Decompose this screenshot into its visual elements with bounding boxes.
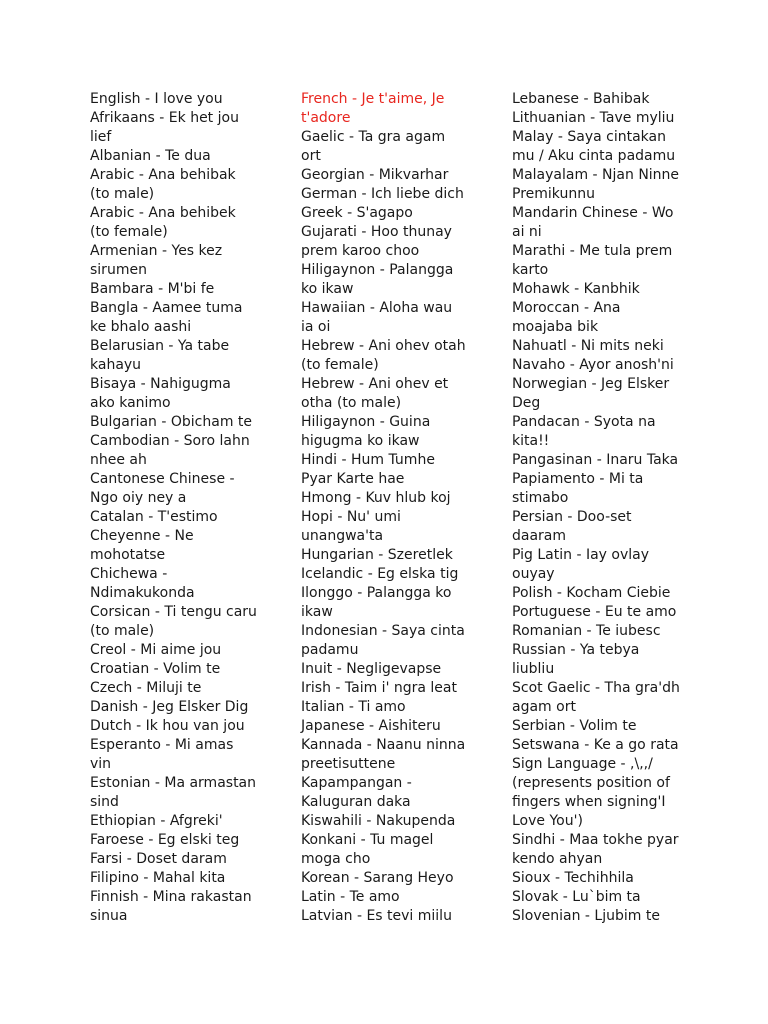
- text-line: kahayu: [90, 357, 142, 373]
- text-line: otha (to male): [301, 395, 402, 411]
- text-line: Russian - Ya tebya: [512, 642, 640, 658]
- column-1: [90, 90, 270, 926]
- text-line: Ilonggo - Palangga ko: [301, 585, 452, 601]
- text-line: Mohawk - Kanbhik: [512, 281, 640, 297]
- text-line: Arabic - Ana behibak: [90, 167, 236, 183]
- text-line: kendo ahyan: [512, 851, 603, 867]
- text-line: Chichewa -: [90, 566, 168, 582]
- text-line: Serbian - Volim te: [512, 718, 637, 734]
- text-line: Slovak - Lu`bim ta: [512, 889, 641, 905]
- text-line: Kiswahili - Nakupenda: [301, 813, 456, 829]
- text-line: Esperanto - Mi amas: [90, 737, 234, 753]
- text-line: Ethiopian - Afgreki': [90, 813, 223, 829]
- text-line: nhee ah: [90, 452, 147, 468]
- text-line: sinua: [90, 908, 128, 924]
- text-line: French - Je t'aime, Je: [301, 91, 445, 107]
- text-line: mu / Aku cinta padamu: [512, 148, 676, 164]
- text-line: Hiligaynon - Guina: [301, 414, 431, 430]
- text-line: Japanese - Aishiteru: [301, 718, 441, 734]
- text-line: Afrikaans - Ek het jou: [90, 110, 239, 126]
- text-line: Lithuanian - Tave myliu: [512, 110, 675, 126]
- column-2: [301, 90, 481, 926]
- text-line: Hopi - Nu' umi: [301, 509, 401, 525]
- text-line: Bambara - M'bi fe: [90, 281, 215, 297]
- text-line: Arabic - Ana behibek: [90, 205, 236, 221]
- text-line: prem karoo choo: [301, 243, 420, 259]
- text-line: Marathi - Me tula prem: [512, 243, 673, 259]
- text-line: Corsican - Ti tengu caru: [90, 604, 257, 620]
- text-line: Georgian - Mikvarhar: [301, 167, 449, 183]
- text-line: Indonesian - Saya cinta: [301, 623, 465, 639]
- text-line: Scot Gaelic - Tha gra'dh: [512, 680, 680, 696]
- text-line: Irish - Taim i' ngra leat: [301, 680, 457, 696]
- text-line: Gaelic - Ta gra agam: [301, 129, 446, 145]
- text-line: higugma ko ikaw: [301, 433, 420, 449]
- text-line: Polish - Kocham Ciebie: [512, 585, 671, 601]
- text-line: Lebanese - Bahibak: [512, 91, 650, 107]
- text-line: Hawaiian - Aloha wau: [301, 300, 453, 316]
- text-line: Hmong - Kuv hlub koj: [301, 490, 451, 506]
- text-line: stimabo: [512, 490, 569, 506]
- text-line: Ngo oiy ney a: [90, 490, 187, 506]
- text-line: Sign Language - ,\,,/: [512, 756, 653, 772]
- text-line: preetisuttene: [301, 756, 396, 772]
- text-line: ke bhalo aashi: [90, 319, 192, 335]
- text-line: Navaho - Ayor anosh'ni: [512, 357, 674, 373]
- column-3: [512, 90, 702, 926]
- text-line: Estonian - Ma armastan: [90, 775, 257, 791]
- text-line: Kannada - Naanu ninna: [301, 737, 466, 753]
- text-line: sind: [90, 794, 119, 810]
- text-line: (to female): [301, 357, 379, 373]
- text-line: Mandarin Chinese - Wo: [512, 205, 674, 221]
- text-line: (to female): [90, 224, 168, 240]
- text-line: padamu: [301, 642, 359, 658]
- text-line: Bulgarian - Obicham te: [90, 414, 253, 430]
- text-line: fingers when signing'I: [512, 794, 666, 810]
- text-line: Icelandic - Eg elska tig: [301, 566, 459, 582]
- text-line: Dutch - Ik hou van jou: [90, 718, 245, 734]
- text-line: (to male): [90, 186, 155, 202]
- text-line: Ndimakukonda: [90, 585, 195, 601]
- text-line: Moroccan - Ana: [512, 300, 621, 316]
- text-line: Farsi - Doset daram: [90, 851, 227, 867]
- text-line: Cantonese Chinese -: [90, 471, 235, 487]
- text-line: Pyar Karte hae: [301, 471, 405, 487]
- text-line: unangwa'ta: [301, 528, 384, 544]
- text-line: Croatian - Volim te: [90, 661, 221, 677]
- text-line: Cheyenne - Ne: [90, 528, 194, 544]
- text-line: Kapampangan -: [301, 775, 412, 791]
- text-line: liubliu: [512, 661, 555, 677]
- text-line: Catalan - T'estimo: [90, 509, 218, 525]
- text-line: Albanian - Te dua: [90, 148, 211, 164]
- text-line: mohotatse: [90, 547, 166, 563]
- text-line: ai ni: [512, 224, 542, 240]
- text-line: Creol - Mi aime jou: [90, 642, 222, 658]
- text-line: kita!!: [512, 433, 550, 449]
- text-line: sirumen: [90, 262, 147, 278]
- text-line: Danish - Jeg Elsker Dig: [90, 699, 249, 715]
- text-line: vin: [90, 756, 112, 772]
- text-line: Cambodian - Soro lahn: [90, 433, 250, 449]
- text-line: Deg: [512, 395, 541, 411]
- text-line: Greek - S'agapo: [301, 205, 413, 221]
- text-line: Setswana - Ke a go rata: [512, 737, 679, 753]
- text-line: Hebrew - Ani ohev et: [301, 376, 449, 392]
- text-line: English - I love you: [90, 91, 223, 107]
- text-line: Slovenian - Ljubim te: [512, 908, 660, 924]
- text-line: Hiligaynon - Palangga: [301, 262, 454, 278]
- text-line: Filipino - Mahal kita: [90, 870, 226, 886]
- text-line: Malay - Saya cintakan: [512, 129, 666, 145]
- text-line: Latin - Te amo: [301, 889, 400, 905]
- text-line: Bangla - Aamee tuma: [90, 300, 243, 316]
- text-line: agam ort: [512, 699, 576, 715]
- text-line: ko ikaw: [301, 281, 354, 297]
- text-line: ikaw: [301, 604, 333, 620]
- text-line: (to male): [90, 623, 155, 639]
- text-line: ia oi: [301, 319, 331, 335]
- text-line: Hungarian - Szeretlek: [301, 547, 453, 563]
- text-line: karto: [512, 262, 549, 278]
- text-line: Norwegian - Jeg Elsker: [512, 376, 670, 392]
- text-line: Bisaya - Nahigugma: [90, 376, 231, 392]
- text-line: Konkani - Tu magel: [301, 832, 434, 848]
- text-line: Inuit - Negligevapse: [301, 661, 442, 677]
- text-line: Hindi - Hum Tumhe: [301, 452, 435, 468]
- text-line: Sindhi - Maa tokhe pyar: [512, 832, 679, 848]
- text-line: Faroese - Eg elski teg: [90, 832, 240, 848]
- text-line: t'adore: [301, 110, 351, 126]
- text-line: Pandacan - Syota na: [512, 414, 656, 430]
- text-line: Belarusian - Ya tabe: [90, 338, 230, 354]
- text-line: Pig Latin - Iay ovlay: [512, 547, 649, 563]
- text-line: Romanian - Te iubesc: [512, 623, 661, 639]
- text-line: Korean - Sarang Heyo: [301, 870, 454, 886]
- text-line: (represents position of: [512, 775, 670, 791]
- text-line: Portuguese - Eu te amo: [512, 604, 677, 620]
- text-line: Italian - Ti amo: [301, 699, 406, 715]
- text-line: Gujarati - Hoo thunay: [301, 224, 452, 240]
- text-line: Kaluguran daka: [301, 794, 411, 810]
- text-line: Czech - Miluji te: [90, 680, 202, 696]
- text-line: Papiamento - Mi ta: [512, 471, 644, 487]
- text-line: Persian - Doo-set: [512, 509, 632, 525]
- text-line: Pangasinan - Inaru Taka: [512, 452, 679, 468]
- text-line: Armenian - Yes kez: [90, 243, 223, 259]
- text-line: Nahuatl - Ni mits neki: [512, 338, 664, 354]
- text-line: Malayalam - Njan Ninne: [512, 167, 680, 183]
- text-line: lief: [90, 129, 112, 145]
- text-line: ouyay: [512, 566, 555, 582]
- text-line: German - Ich liebe dich: [301, 186, 464, 202]
- text-line: Premikunnu: [512, 186, 595, 202]
- text-line: ako kanimo: [90, 395, 171, 411]
- text-line: Finnish - Mina rakastan: [90, 889, 252, 905]
- text-line: moga cho: [301, 851, 371, 867]
- text-line: Sioux - Techihhila: [512, 870, 634, 886]
- text-line: ort: [301, 148, 321, 164]
- text-line: Hebrew - Ani ohev otah: [301, 338, 466, 354]
- text-line: Latvian - Es tevi miilu: [301, 908, 452, 924]
- text-line: Love You'): [512, 813, 583, 829]
- text-line: daaram: [512, 528, 567, 544]
- text-line: moajaba bik: [512, 319, 599, 335]
